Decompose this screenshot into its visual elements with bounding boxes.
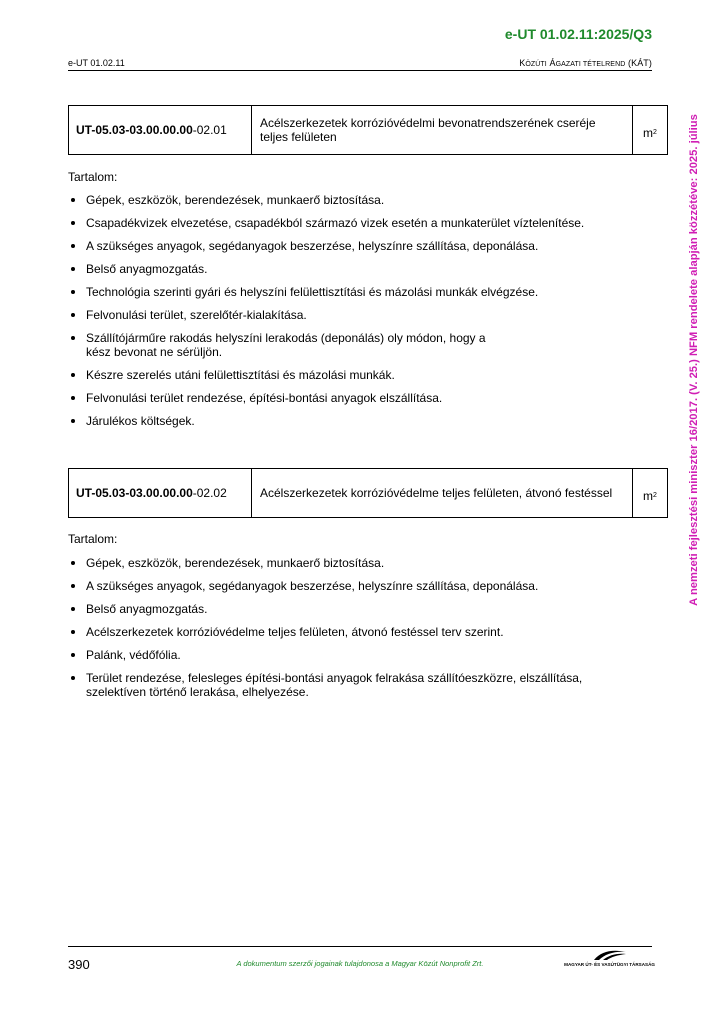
publisher-logo bbox=[563, 948, 655, 970]
footer-divider bbox=[68, 946, 652, 947]
page-number: 390 bbox=[68, 957, 90, 972]
item-table-2 bbox=[68, 468, 668, 518]
list-item: Gépek, eszközök, berendezések, munkaerő biztosítása. bbox=[68, 193, 648, 207]
item-description: Acélszerkezetek korrózióvédelme teljes felületen, átvonó festéssel bbox=[252, 469, 633, 517]
contents-label: Tartalom: bbox=[68, 532, 118, 546]
list-item: Gépek, eszközök, berendezések, munkaerő biztosítása. bbox=[68, 556, 648, 570]
list-item: Készre szerelés utáni felülettisztítási és mázolási munkák. bbox=[68, 368, 648, 382]
header-divider bbox=[68, 70, 652, 71]
list-item: Csapadékvizek elvezetése, csapadékból származó vizek esetén a munkaterület víztelenítése. bbox=[68, 216, 648, 230]
copyright-notice: A dokumentum szerzői jogainak tulajdonosa a Magyar Közút Nonprofit Zrt. bbox=[236, 959, 484, 968]
list-item: Belső anyagmozgatás. bbox=[68, 602, 648, 616]
item-unit: m $^2$ bbox=[643, 126, 657, 140]
list-item: Terület rendezése, felesleges építési-bontási anyagok felrakása szállítóeszközre, elszállítása, szelektíven történő lerakása, elhelyezése. bbox=[68, 671, 596, 699]
document-code: e-UT 01.02.11:2025/Q3 bbox=[504, 26, 652, 42]
list-item: Szállítójárműre rakodás helyszíni lerakodás (deponálás) oly módon, hogy a kész bevonat ne sérüljön. bbox=[68, 331, 506, 359]
item-unit: m $^2$ bbox=[643, 489, 657, 503]
contents-list-2 bbox=[68, 556, 648, 708]
list-item: Technológia szerinti gyári és helyszíni felülettisztítási és mázolási munkák elvégzése. bbox=[68, 285, 648, 299]
item-code: UT-05.03-03.00.00.00 -02.02 bbox=[69, 469, 252, 517]
item-code: UT-05.03-03.00.00.00 -02.01 bbox=[69, 106, 252, 154]
contents-label: Tartalom: bbox=[68, 170, 118, 184]
list-item: A szükséges anyagok, segédanyagok beszerzése, helyszínre szállítása, deponálása. bbox=[68, 579, 648, 593]
road-swoosh-logo-icon bbox=[593, 948, 627, 962]
item-table-1 bbox=[68, 105, 668, 155]
item-description: Acélszerkezetek korrózióvédelmi bevonatrendszerének cseréje teljes felületen bbox=[252, 106, 633, 154]
list-item: Felvonulási terület, szerelőtér-kialakítása. bbox=[68, 308, 648, 322]
list-item: A szükséges anyagok, segédanyagok beszerzése, helyszínre szállítása, deponálása. bbox=[68, 239, 648, 253]
list-item: Járulékos költségek. bbox=[68, 414, 648, 428]
list-item: Acélszerkezetek korrózióvédelme teljes felületen, átvonó festéssel terv szerint. bbox=[68, 625, 648, 639]
publication-note: A nemzeti fejlesztési miniszter 16/2017. (V. 25.) NFM rendelete alapján közzétéve: 2025. július bbox=[688, 114, 700, 606]
logo-text: MAGYAR ÚT- ÉS VASÚTÜGYI TÁRSASÁG bbox=[564, 962, 655, 967]
header-doc-id: e-UT 01.02.11 bbox=[68, 58, 125, 68]
contents-list-1 bbox=[68, 193, 648, 437]
list-item: Felvonulási terület rendezése, építési-bontási anyagok elszállítása. bbox=[68, 391, 648, 405]
list-item: Palánk, védőfólia. bbox=[68, 648, 648, 662]
list-item: Belső anyagmozgatás. bbox=[68, 262, 648, 276]
header-title: KÖZÚTI ÁGAZATI TÉTELREND (KÁT) bbox=[519, 58, 652, 68]
